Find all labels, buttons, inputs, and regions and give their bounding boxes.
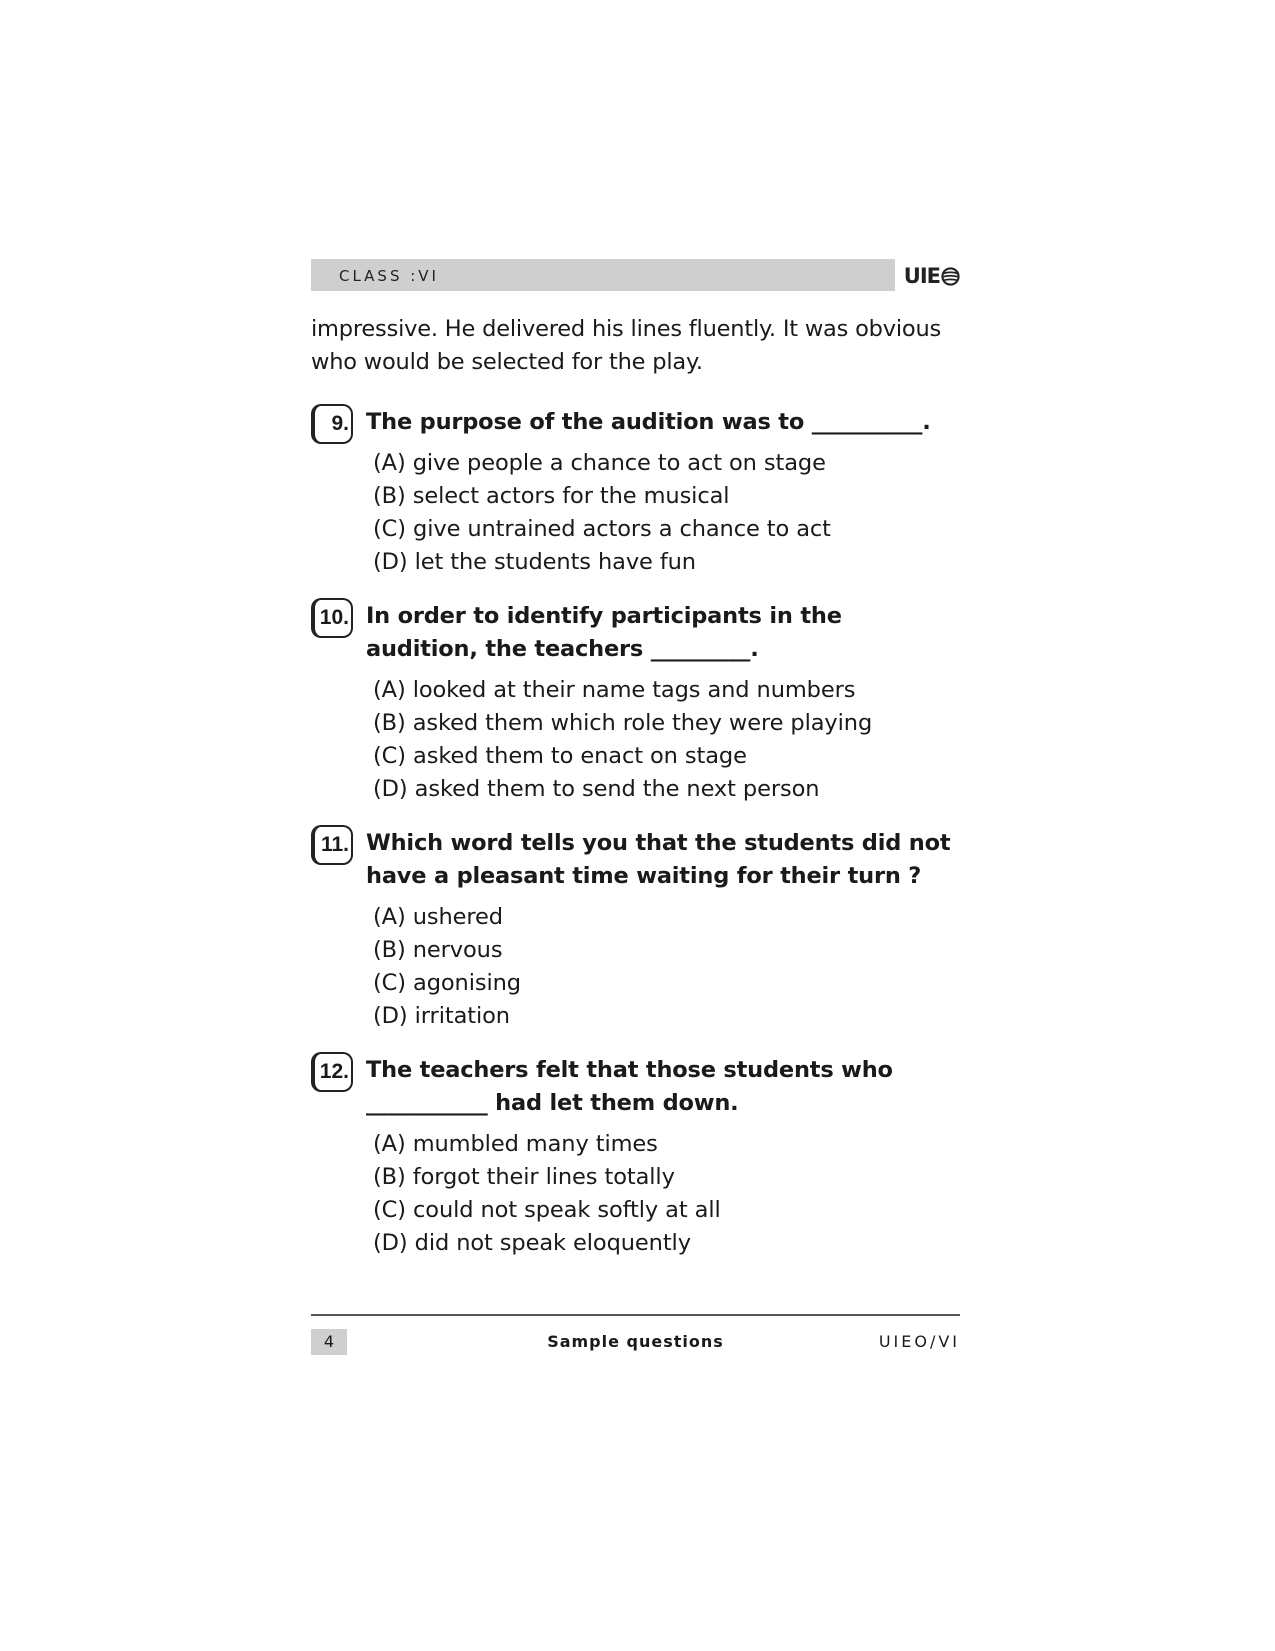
answer-options [373,447,960,579]
answer-option: (A) give people a chance to act on stage [373,449,826,476]
page-footer [311,1314,960,1360]
answer-option: (B) forgot their lines totally [373,1163,675,1190]
header-bar [311,259,895,291]
answer-options [373,901,960,1033]
question-item [311,823,960,1033]
question-text: The purpose of the audition was to __________. [366,408,931,435]
answer-option: (B) asked them which role they were playing [373,709,873,736]
answer-option: (A) ushered [373,903,503,930]
answer-option: (D) irritation [373,1002,510,1029]
answer-option: (C) give untrained actors a chance to act [373,515,831,542]
answer-option: (C) agonising [373,969,521,996]
answer-option: (D) did not speak eloquently [373,1229,691,1256]
footer-divider [311,1314,960,1316]
answer-option: (A) mumbled many times [373,1130,658,1157]
page-number: 4 [311,1329,347,1355]
footer-title: Sample questions [547,1332,724,1351]
question-text: In order to identify participants in the audition, the teachers _________. [366,602,842,662]
uieo-logo [904,264,960,288]
answer-option: (B) select actors for the musical [373,482,730,509]
question-number: 12. [311,1052,353,1092]
answer-options [373,1128,960,1260]
answer-option: (C) could not speak softly at all [373,1196,721,1223]
answer-option: (A) looked at their name tags and numbers [373,676,856,703]
answer-option: (B) nervous [373,936,503,963]
question-number: 10. [311,598,353,638]
class-label: CLASS :VI [339,267,439,285]
question-number: 11. [311,825,353,865]
answer-option: (D) asked them to send the next person [373,775,820,802]
question-text: The teachers felt that those students who ___________ had let them down. [366,1056,893,1116]
question-text: Which word tells you that the students did not have a pleasant time waiting for their turn ? [366,829,951,889]
logo-text: UIE [903,264,940,288]
question-item [311,596,960,806]
globe-icon [941,267,960,286]
question-list [311,402,960,1260]
question-number: 9. [311,404,353,444]
footer-code: UIEO/VI [878,1332,960,1351]
answer-option: (C) asked them to enact on stage [373,742,747,769]
answer-options [373,674,960,806]
answer-option: (D) let the students have fun [373,548,696,575]
question-item [311,402,960,579]
exam-page [311,259,960,1260]
page-header [311,259,960,293]
passage-text: impressive. He delivered his lines fluently. It was obvious who would be selected for the play. [311,316,942,375]
question-item [311,1050,960,1260]
